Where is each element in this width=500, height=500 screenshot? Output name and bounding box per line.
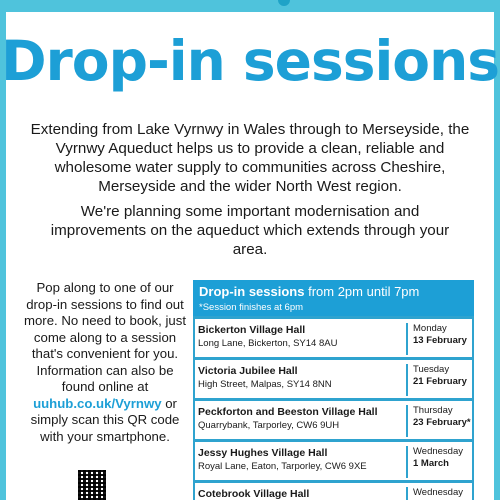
session-date: 23 February* xyxy=(413,417,471,428)
header-bold: Drop-in sessions xyxy=(199,284,305,299)
session-date: 1 March xyxy=(413,458,449,469)
date-cell xyxy=(413,323,471,347)
header-time: from 2pm until 7pm xyxy=(308,284,420,299)
venue-address: Quarrybank, Tarporley, CW6 9UH xyxy=(198,420,340,431)
venue-name: Jessy Hughes Village Hall xyxy=(198,447,328,459)
date-cell xyxy=(413,405,471,429)
venue-address: High Street, Malpas, SY14 8NN xyxy=(198,379,332,390)
session-day: Wednesday xyxy=(413,446,463,457)
info-text-tail: or simply scan this QR code with your smartphone. xyxy=(30,395,180,444)
session-day: Monday xyxy=(413,323,447,334)
table-header-note: *Session finishes at 6pm xyxy=(199,302,304,313)
venue-cell xyxy=(198,446,408,478)
table-row xyxy=(195,360,472,398)
info-text-lead: Pop along to one of our drop-in sessions to find out more. No need to book, just come along to a session that's convenient for you. Information can also be found online at xyxy=(23,280,186,394)
plans-paragraph: We're planning some important modernisation and improvements on the aqueduct which extends through your area. xyxy=(50,203,450,258)
venue-name: Cotebrook Village Hall xyxy=(198,488,310,500)
venue-name: Peckforton and Beeston Village Hall xyxy=(198,406,378,418)
session-day: Thursday xyxy=(413,405,453,416)
page-title: Drop-in sessions xyxy=(1,29,499,93)
date-cell xyxy=(413,446,471,470)
venue-cell xyxy=(198,364,408,396)
intro-paragraph: Extending from Lake Vyrnwy in Wales through to Merseyside, the Vyrnwy Aqueduct helps us to provide a clean, reliable and wholesome water supply to communities across Cheshire, Merseyside and the wider North West region. xyxy=(30,121,470,195)
session-date: 13 February xyxy=(413,335,467,346)
website-link[interactable]: uuhub.co.uk/Vyrnwy xyxy=(33,395,162,411)
venue-name: Victoria Jubilee Hall xyxy=(198,365,298,377)
venue-cell xyxy=(198,323,408,355)
session-day: Wednesday xyxy=(413,487,463,498)
banner-decoration xyxy=(278,0,290,6)
qr-code-icon[interactable] xyxy=(78,470,106,500)
venue-address: Long Lane, Bickerton, SY14 8AU xyxy=(198,338,338,349)
table-header-title xyxy=(199,284,419,299)
session-date: 21 February xyxy=(413,376,467,387)
table-row xyxy=(195,442,472,480)
venue-address: Royal Lane, Eaton, Tarporley, CW6 9XE xyxy=(198,461,367,472)
sessions-table xyxy=(193,280,474,500)
venue-name: Bickerton Village Hall xyxy=(198,324,306,336)
venue-cell xyxy=(198,405,408,437)
table-row xyxy=(195,319,472,357)
session-day: Tuesday xyxy=(413,364,450,375)
table-row xyxy=(195,483,472,500)
top-banner xyxy=(0,0,500,12)
date-cell xyxy=(413,487,471,499)
venue-cell xyxy=(198,487,408,500)
date-cell xyxy=(413,364,471,388)
table-header xyxy=(193,280,474,316)
table-row xyxy=(195,401,472,439)
info-text xyxy=(20,280,190,445)
